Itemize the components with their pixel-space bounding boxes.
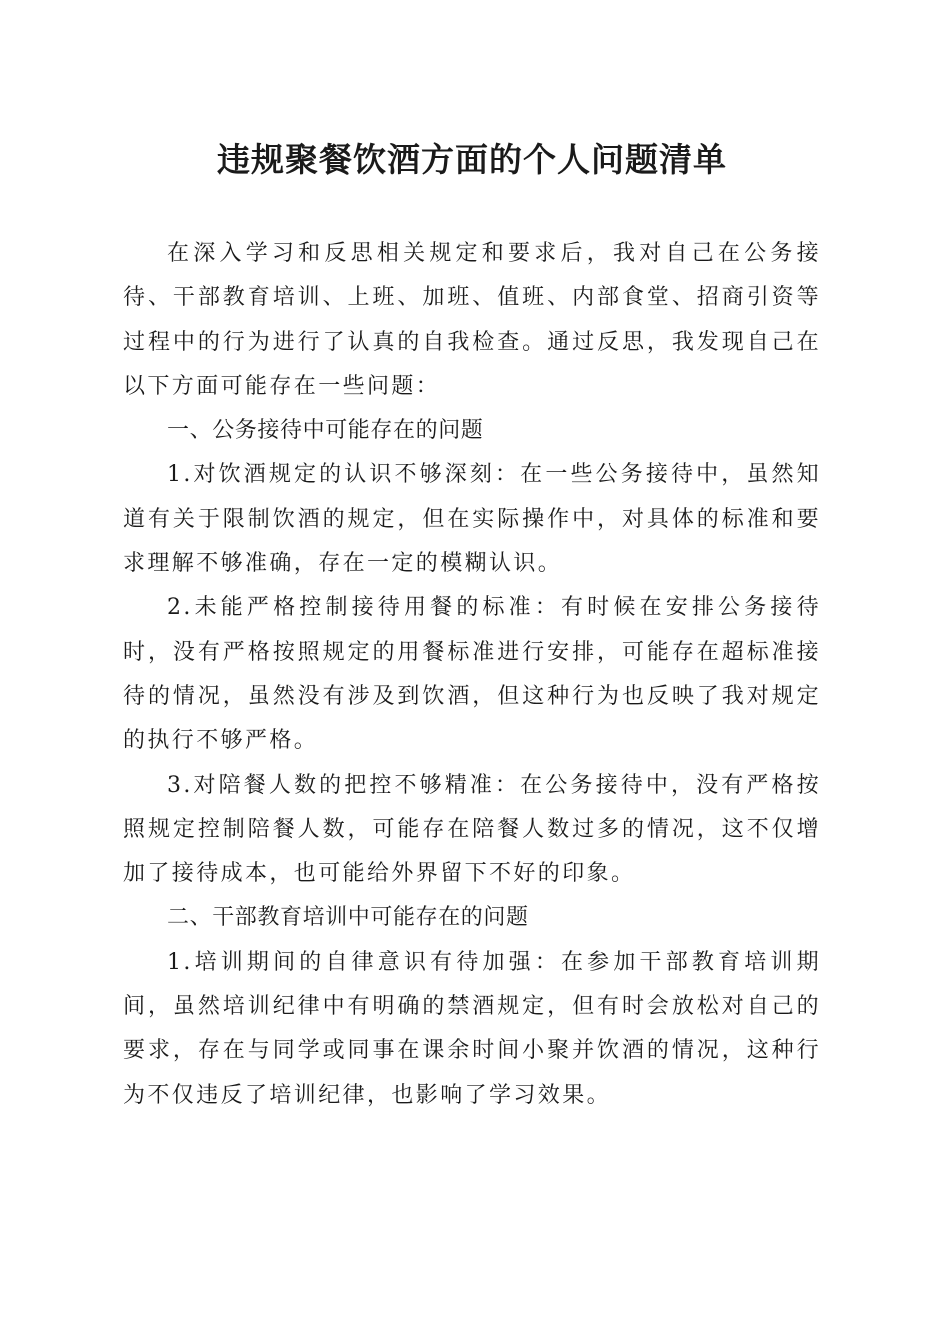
training-item-1: 1.培训期间的自律意识有待加强：在参加干部教育培训期间，虽然培训纪律中有明确的禁酒规定，但有时会放松对自己的要求，存在与同学或同事在课余时间小聚并饮酒的情况，这种行为不仅违反了培训纪律，也影响了学习效果。 <box>123 949 821 1108</box>
reception-item-3: 3.对陪餐人数的把控不够精准：在公务接待中，没有严格按照规定控制陪餐人数，可能存在陪餐人数过多的情况，这不仅增加了接待成本，也可能给外界留下不好的印象。 <box>123 772 821 887</box>
reception-item-2: 2.未能严格控制接待用餐的标准：有时候在安排公务接待时，没有严格按照规定的用餐标准进行安排，可能存在超标准接待的情况，虽然没有涉及到饮酒，但这种行为也反映了我对规定的执行不够严格。 <box>123 595 821 754</box>
section-heading-reception: 一、公务接待中可能存在的问题 <box>167 418 484 444</box>
section-heading-training: 二、干部教育培训中可能存在的问题 <box>167 905 529 931</box>
document-title: 违规聚餐饮酒方面的个人问题清单 <box>217 140 727 179</box>
document-body <box>123 232 821 1118</box>
intro-paragraph: 在深入学习和反思相关规定和要求后，我对自己在公务接待、干部教育培训、上班、加班、值班、内部食堂、招商引资等过程中的行为进行了认真的自我检查。通过反思，我发现自己在以下方面可能存在一些问题： <box>123 241 821 399</box>
reception-item-1: 1.对饮酒规定的认识不够深刻：在一些公务接待中，虽然知道有关于限制饮酒的规定，但在实际操作中，对具体的标准和要求理解不够准确，存在一定的模糊认识。 <box>123 462 821 577</box>
